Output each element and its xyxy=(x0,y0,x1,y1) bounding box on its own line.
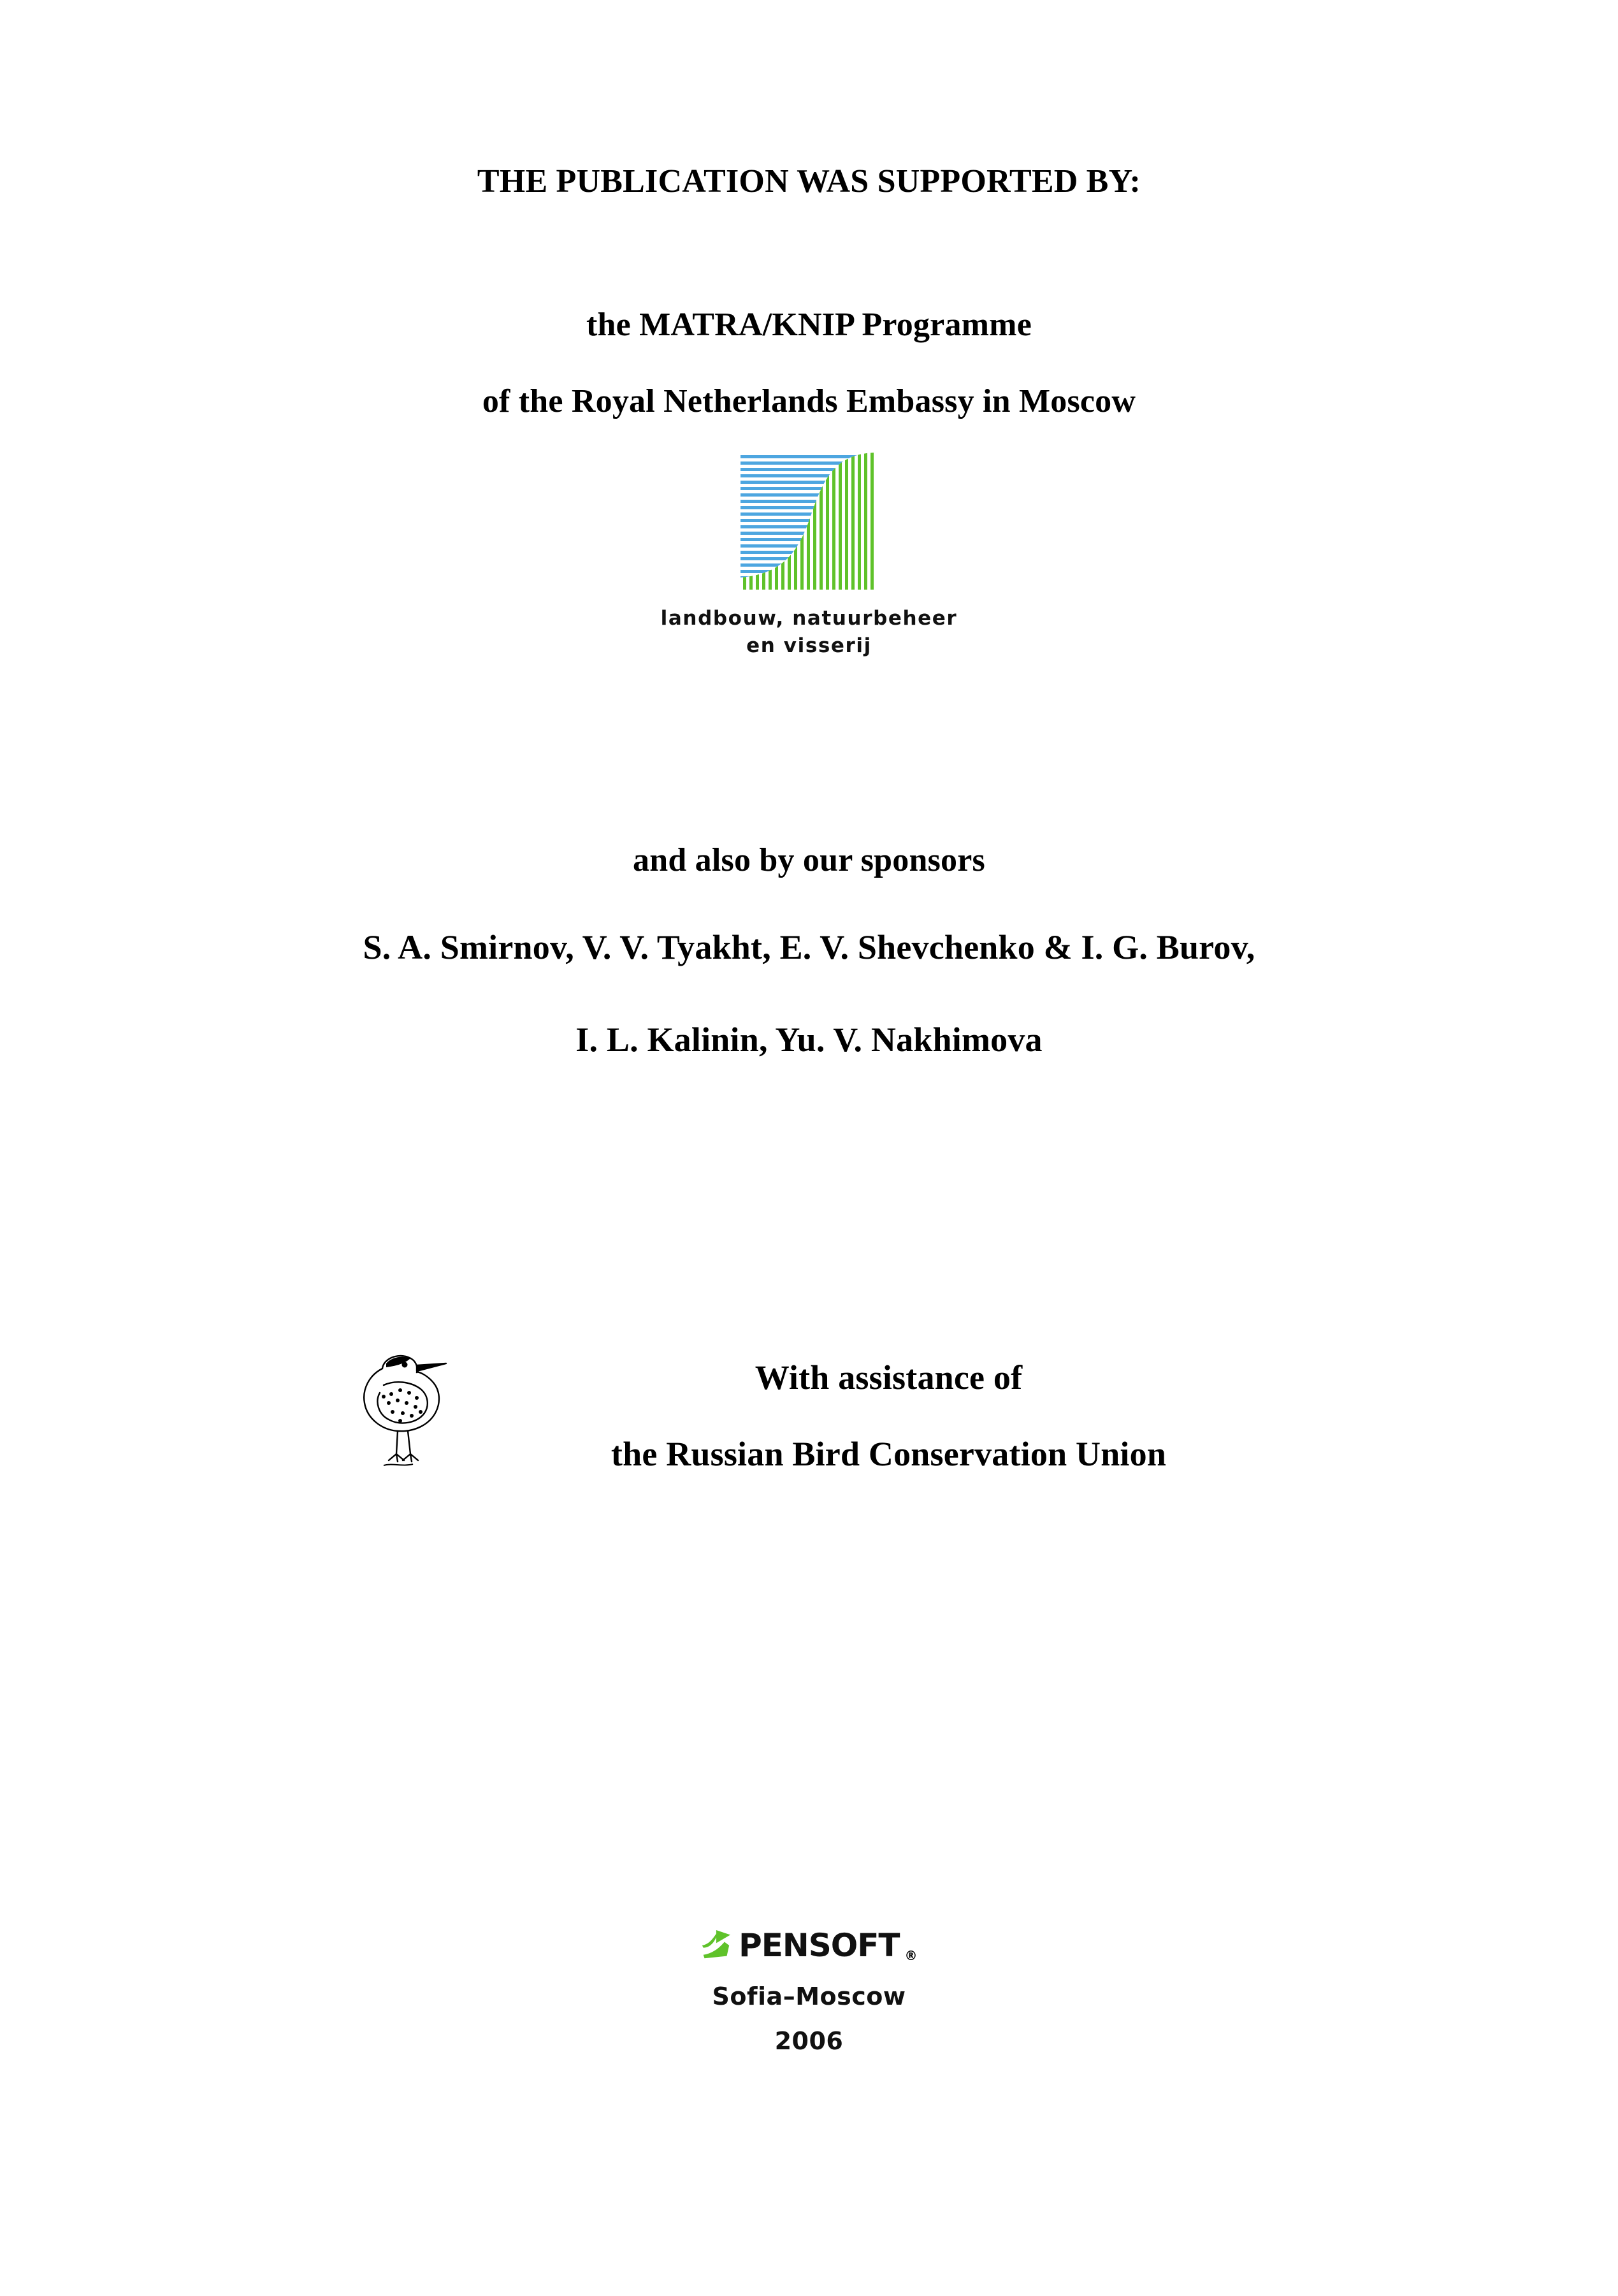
page-title: THE PUBLICATION WAS SUPPORTED BY: xyxy=(477,163,1141,200)
funder-programme-line: the MATRA/KNIP Programme xyxy=(586,307,1032,343)
funder-logo-block xyxy=(0,453,1618,660)
netherlands-ministry-logo-icon xyxy=(740,453,878,590)
sponsors-line-2: I. L. Kalinin, Yu. V. Nakhimova xyxy=(575,1021,1043,1059)
sponsors-line-1: S. A. Smirnov, V. V. Tyakht, E. V. Shevchenko & I. G. Burov, xyxy=(363,928,1255,966)
publisher-place: Sofia–Moscow xyxy=(712,1982,906,2010)
funder-embassy-line: of the Royal Netherlands Embassy in Moscow xyxy=(482,383,1136,419)
publication-year: 2006 xyxy=(774,2027,844,2055)
pensoft-arrow-icon xyxy=(701,1929,734,1962)
publisher-block xyxy=(0,1925,1618,2055)
pensoft-registered-mark: ® xyxy=(904,1948,918,1963)
assistance-line-1: With assistance of xyxy=(755,1358,1023,1397)
pensoft-wordmark: PENSOFT xyxy=(739,1927,900,1964)
sponsors-intro: and also by our sponsors xyxy=(633,842,985,878)
funder-logo-caption xyxy=(661,605,958,660)
funder-logo-caption-line2: en visserij xyxy=(746,634,872,657)
assistance-line-2: the Russian Bird Conservation Union xyxy=(610,1435,1167,1473)
pensoft-logo xyxy=(701,1925,918,1966)
funder-logo-caption-line1: landbouw, natuurbeheer xyxy=(660,607,958,630)
